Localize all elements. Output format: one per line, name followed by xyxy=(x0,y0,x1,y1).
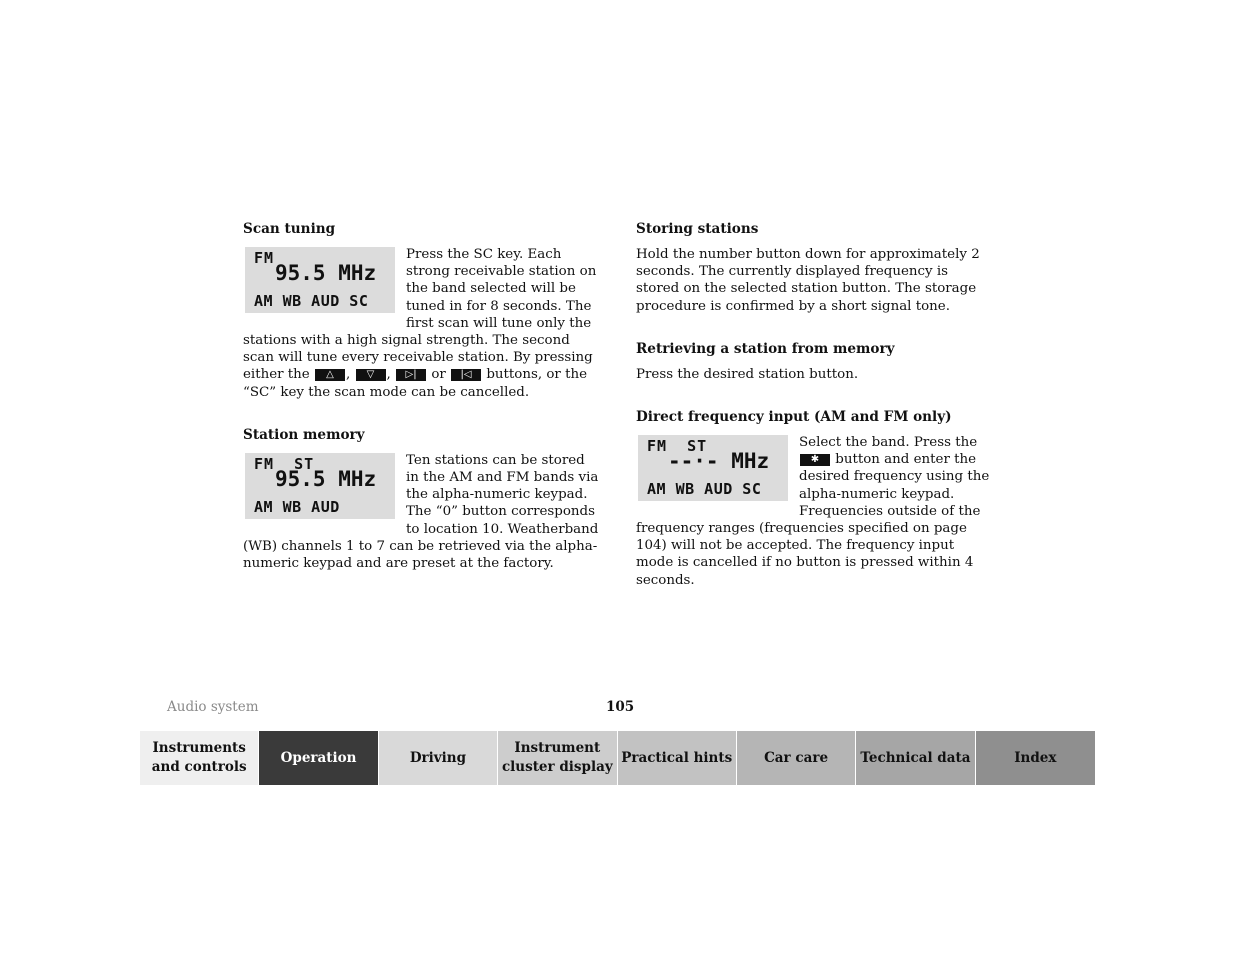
page-number: 105 xyxy=(606,699,635,715)
or-word: or xyxy=(431,367,446,383)
tab-car-care[interactable]: Car care xyxy=(737,731,855,785)
display-line-1: FM xyxy=(254,249,275,267)
skip-forward-icon: ▷| xyxy=(396,369,426,381)
scan-tuning-text-a: Press the SC key. Each strong receivable station on the band selected will be tuned in for 8 seconds. The first scan will tune only the stations with a high signal strength. The second scan will tune every receivable station. By pressing either the xyxy=(243,247,597,383)
display-line-3: AM WB AUD SC xyxy=(254,292,369,310)
retrieving-text: Press the desired station button. xyxy=(636,366,859,382)
star-icon: ✱ xyxy=(800,454,830,466)
display-line-1: FM ST xyxy=(254,454,315,473)
retrieving-heading: Retrieving a station from memory xyxy=(636,340,895,357)
tab-index[interactable]: Index xyxy=(976,731,1095,785)
direct-input-heading: Direct frequency input (AM and FM only) xyxy=(636,409,952,426)
storing-stations-text: Hold the number button down for approximately 2 seconds. The currently displayed frequency is stored on the selected station button. The storage procedure is confirmed by a short signal tone. xyxy=(636,247,980,314)
down-arrow-icon: ▽ xyxy=(356,369,386,381)
direct-input-display xyxy=(638,435,788,501)
scan-tuning-heading: Scan tuning xyxy=(243,221,336,237)
station-memory-heading: Station memory xyxy=(243,426,365,443)
separator: , xyxy=(386,367,391,383)
display-line-2: 95.5 MHz xyxy=(275,466,377,491)
tab-instrument-cluster-display[interactable]: Instrument cluster display xyxy=(498,731,616,785)
station-memory-display xyxy=(245,453,395,519)
tab-operation[interactable]: Operation xyxy=(259,731,377,785)
section-label: Audio system xyxy=(167,699,259,715)
tab-technical-data[interactable]: Technical data xyxy=(856,731,974,785)
display-line-2: --·- MHz xyxy=(668,449,770,474)
left-column xyxy=(243,221,599,572)
tab-driving[interactable]: Driving xyxy=(379,731,497,785)
display-line-1: FM ST xyxy=(647,437,708,456)
chapter-nav xyxy=(140,731,1095,785)
skip-back-icon: |◁ xyxy=(451,369,481,381)
display-line-3: AM WB AUD xyxy=(254,497,340,516)
display-line-2: 95.5 MHz xyxy=(275,261,377,285)
tab-instruments-and-controls[interactable]: Instruments and controls xyxy=(140,731,258,785)
separator: , xyxy=(346,367,351,383)
scan-tuning-display xyxy=(245,247,395,313)
storing-stations-heading: Storing stations xyxy=(636,221,759,237)
right-column xyxy=(636,221,992,589)
up-arrow-icon: △ xyxy=(315,369,345,381)
station-memory-text: Ten stations can be stored in the AM and FM bands via the alpha-numeric keypad. The “0” button corresponds to location 10. Weatherband (WB) channels 1 to 7 can be retrieved via the alpha-numeric keypad and are preset at the factory. xyxy=(243,452,599,572)
display-line-3: AM WB AUD SC xyxy=(647,480,762,499)
direct-input-text-b: button and enter the desired frequency using the alpha-numeric keypad. Frequencies outside of the frequency ranges (frequencies specified on page 104) will not be accepted. The frequency input mode is cancelled if no button is pressed within 4 seconds. xyxy=(636,452,990,588)
direct-input-text-a: Select the band. Press the xyxy=(799,435,978,451)
tab-practical-hints[interactable]: Practical hints xyxy=(618,731,736,785)
scan-tuning-text-b: buttons, or the “SC” key the scan mode can be cancelled. xyxy=(243,367,588,400)
